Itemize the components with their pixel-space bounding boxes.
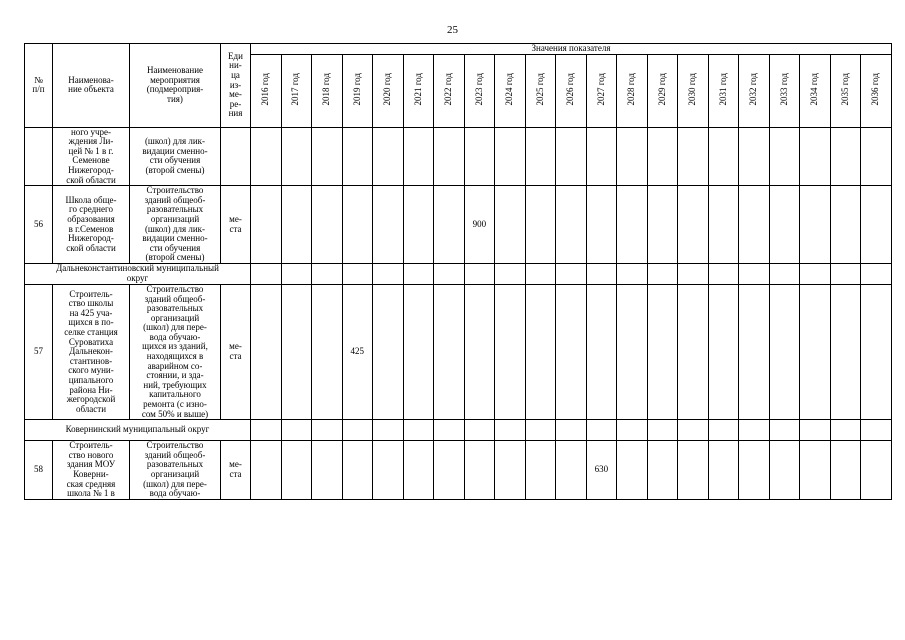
unit-cell: ме- ста [221, 441, 251, 500]
empty-cell [708, 263, 739, 284]
value-cell [342, 127, 373, 186]
value-cell: 900 [464, 186, 495, 264]
value-cell [830, 284, 861, 419]
value-cell [647, 441, 678, 500]
value-cell [312, 284, 343, 419]
value-cell [586, 186, 617, 264]
value-cell [312, 127, 343, 186]
section-row [25, 420, 892, 441]
value-cell [617, 441, 648, 500]
event-name: Строительство зданий общеоб- разовательных организаций (школ) для лик- видации сменно- сти обучения (второй смены) [130, 186, 221, 264]
year-label: 2022 год [443, 73, 454, 106]
header-object: Наименова- ние объекта [53, 44, 130, 128]
empty-cell [281, 420, 312, 441]
year-label: 2019 год [351, 73, 362, 106]
row-number: 56 [25, 186, 53, 264]
value-cell [495, 127, 526, 186]
year-label: 2016 год [259, 73, 270, 106]
year-label: 2025 год [534, 73, 545, 106]
empty-cell [464, 420, 495, 441]
table-row [25, 284, 892, 419]
year-header [525, 54, 556, 127]
value-cell [312, 186, 343, 264]
value-cell [464, 127, 495, 186]
value-cell [403, 284, 434, 419]
year-label: 2028 год [626, 73, 637, 106]
empty-cell [769, 420, 800, 441]
empty-cell [342, 420, 373, 441]
event-name: (школ) для лик- видации сменно- сти обучения (второй смены) [130, 127, 221, 186]
value-cell [769, 441, 800, 500]
year-label: 2036 год [870, 73, 881, 106]
year-header [647, 54, 678, 127]
object-name: Школа обще- го среднего образования в г.Семенов Нижегород- ской области [53, 186, 130, 264]
empty-cell [373, 420, 404, 441]
year-label: 2017 год [290, 73, 301, 106]
empty-cell [647, 263, 678, 284]
empty-cell [342, 263, 373, 284]
row-number: 58 [25, 441, 53, 500]
value-cell [434, 441, 465, 500]
year-header [708, 54, 739, 127]
year-label: 2032 год [748, 73, 759, 106]
value-cell [769, 284, 800, 419]
value-cell [647, 186, 678, 264]
year-header [769, 54, 800, 127]
value-cell [739, 284, 770, 419]
value-cell [281, 284, 312, 419]
value-cell [373, 284, 404, 419]
empty-cell [678, 420, 709, 441]
empty-cell [403, 263, 434, 284]
section-label: Дальнеконстантиновский муниципальный округ [25, 263, 251, 284]
value-cell [617, 186, 648, 264]
year-label: 2034 год [809, 73, 820, 106]
empty-cell [708, 420, 739, 441]
indicator-table [24, 43, 892, 500]
empty-cell [312, 420, 343, 441]
value-cell [373, 186, 404, 264]
value-cell [861, 284, 892, 419]
empty-cell [495, 263, 526, 284]
empty-cell [617, 263, 648, 284]
header-values-title: Значения показателя [251, 44, 892, 55]
value-cell [617, 127, 648, 186]
value-cell [647, 284, 678, 419]
year-header [464, 54, 495, 127]
value-cell [373, 127, 404, 186]
year-header [586, 54, 617, 127]
year-header [861, 54, 892, 127]
year-header [403, 54, 434, 127]
value-cell [678, 441, 709, 500]
year-label: 2020 год [382, 73, 393, 106]
year-header [678, 54, 709, 127]
value-cell [708, 127, 739, 186]
year-header [342, 54, 373, 127]
value-cell [739, 186, 770, 264]
empty-cell [525, 420, 556, 441]
value-cell [373, 441, 404, 500]
year-label: 2018 год [320, 73, 331, 106]
empty-cell [830, 420, 861, 441]
year-label: 2024 год [504, 73, 515, 106]
value-cell [525, 186, 556, 264]
value-cell [464, 441, 495, 500]
value-cell [861, 186, 892, 264]
value-cell [861, 127, 892, 186]
value-cell [525, 127, 556, 186]
year-label: 2029 год [656, 73, 667, 106]
year-header [495, 54, 526, 127]
row-number [25, 127, 53, 186]
value-cell [617, 284, 648, 419]
value-cell [342, 441, 373, 500]
empty-cell [464, 263, 495, 284]
value-cell [800, 284, 831, 419]
value-cell [342, 186, 373, 264]
value-cell [586, 284, 617, 419]
value-cell [434, 186, 465, 264]
value-cell [830, 186, 861, 264]
empty-cell [281, 263, 312, 284]
empty-cell [647, 420, 678, 441]
value-cell [556, 441, 587, 500]
value-cell: 425 [342, 284, 373, 419]
empty-cell [373, 263, 404, 284]
value-cell [556, 186, 587, 264]
empty-cell [800, 263, 831, 284]
table-body [25, 127, 892, 499]
empty-cell [556, 420, 587, 441]
value-cell [495, 441, 526, 500]
empty-cell [586, 420, 617, 441]
section-label: Ковернинский муниципальный округ [25, 420, 251, 441]
header-event: Наименование мероприятия (подмероприя- тия) [130, 44, 221, 128]
value-cell [403, 127, 434, 186]
value-cell [769, 127, 800, 186]
header-unit: Еди ни- ца из- ме- ре- ния [221, 44, 251, 128]
value-cell [251, 284, 282, 419]
value-cell [678, 127, 709, 186]
table-row [25, 186, 892, 264]
object-name: Строитель- ство школы на 425 уча- щихся в по- селке станция Суроватиха Дальнекон- стантинов- ского муни- ципального района Ни- жегородской области [53, 284, 130, 419]
value-cell [464, 284, 495, 419]
year-label: 2021 год [412, 73, 423, 106]
empty-cell [861, 420, 892, 441]
value-cell [800, 441, 831, 500]
value-cell [830, 441, 861, 500]
empty-cell [403, 420, 434, 441]
value-cell [312, 441, 343, 500]
section-row [25, 263, 892, 284]
object-name: Строитель- ство нового здания МОУ Коверни- ская средняя школа № 1 в [53, 441, 130, 500]
empty-cell [495, 420, 526, 441]
year-header [830, 54, 861, 127]
empty-cell [525, 263, 556, 284]
row-number: 57 [25, 284, 53, 419]
value-cell: 630 [586, 441, 617, 500]
object-name: ного учре- ждения Ли- цей № 1 в г. Семенове Нижегород- ской области [53, 127, 130, 186]
empty-cell [617, 420, 648, 441]
empty-cell [861, 263, 892, 284]
year-label: 2033 год [778, 73, 789, 106]
year-header [739, 54, 770, 127]
empty-cell [678, 263, 709, 284]
value-cell [434, 127, 465, 186]
value-cell [800, 186, 831, 264]
empty-cell [739, 420, 770, 441]
year-header [312, 54, 343, 127]
value-cell [556, 284, 587, 419]
year-header [800, 54, 831, 127]
unit-cell: ме- ста [221, 186, 251, 264]
value-cell [678, 284, 709, 419]
empty-cell [586, 263, 617, 284]
value-cell [739, 441, 770, 500]
unit-cell [221, 127, 251, 186]
value-cell [434, 284, 465, 419]
year-header [556, 54, 587, 127]
value-cell [403, 441, 434, 500]
year-header [373, 54, 404, 127]
year-label: 2035 год [839, 73, 850, 106]
empty-cell [312, 263, 343, 284]
empty-cell [556, 263, 587, 284]
value-cell [525, 284, 556, 419]
value-cell [708, 284, 739, 419]
year-label: 2030 год [687, 73, 698, 106]
value-cell [281, 441, 312, 500]
empty-cell [800, 420, 831, 441]
table-row [25, 127, 892, 186]
year-label: 2031 год [717, 73, 728, 106]
value-cell [403, 186, 434, 264]
empty-cell [251, 263, 282, 284]
unit-cell: ме- ста [221, 284, 251, 419]
value-cell [739, 127, 770, 186]
year-label: 2023 год [473, 73, 484, 106]
empty-cell [251, 420, 282, 441]
empty-cell [434, 263, 465, 284]
empty-cell [830, 263, 861, 284]
year-label: 2026 год [565, 73, 576, 106]
value-cell [525, 441, 556, 500]
event-name: Строительство зданий общеоб- разовательных организаций (школ) для пере- вода обучаю- щихся из зданий, находящихся в аварийном со- стоянии, и зда- ний, требующих капитального ремонта (с изно- сом 50% и выше) [130, 284, 221, 419]
value-cell [495, 284, 526, 419]
header-num: № п/п [25, 44, 53, 128]
value-cell [861, 441, 892, 500]
value-cell [281, 127, 312, 186]
value-cell [647, 127, 678, 186]
value-cell [708, 186, 739, 264]
value-cell [586, 127, 617, 186]
event-name: Строительство зданий общеоб- разовательных организаций (школ) для пере- вода обучаю- [130, 441, 221, 500]
empty-cell [739, 263, 770, 284]
year-header [251, 54, 282, 127]
year-label: 2027 год [595, 73, 606, 106]
value-cell [678, 186, 709, 264]
value-cell [556, 127, 587, 186]
empty-cell [769, 263, 800, 284]
value-cell [251, 186, 282, 264]
page-number: 25 [447, 24, 458, 36]
value-cell [800, 127, 831, 186]
year-header [434, 54, 465, 127]
value-cell [830, 127, 861, 186]
value-cell [708, 441, 739, 500]
value-cell [769, 186, 800, 264]
value-cell [281, 186, 312, 264]
year-header [281, 54, 312, 127]
table-row [25, 441, 892, 500]
empty-cell [434, 420, 465, 441]
value-cell [495, 186, 526, 264]
year-header [617, 54, 648, 127]
value-cell [251, 127, 282, 186]
value-cell [251, 441, 282, 500]
